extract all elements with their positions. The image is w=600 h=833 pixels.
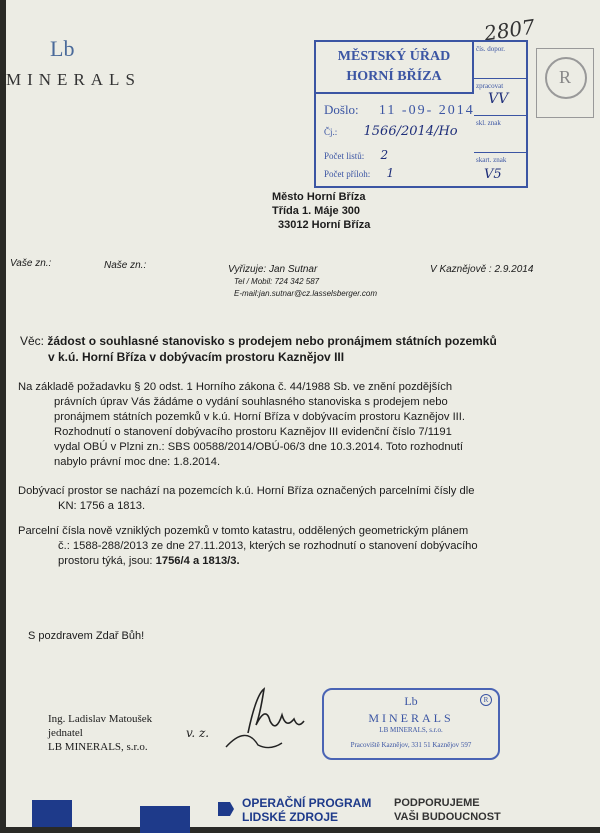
stamp-cell: skl. znak <box>474 116 526 153</box>
eu-flag-icon <box>32 800 72 827</box>
your-ref: Vaše zn.: <box>10 258 52 269</box>
stamp-doslo: Došlo: 11 -09- 2014 <box>324 102 475 118</box>
contact-info: Tel / Mobil: 724 342 587 E-mail:jan.sutnar@cz.lasselsberger.com <box>234 277 377 298</box>
registry-stamp <box>314 40 528 188</box>
letter-page <box>6 0 600 827</box>
esf-logo-icon <box>140 806 190 833</box>
paragraph-parcels: Dobývací prostor se nachází na pozemcích k.ú. Horní Bříza označených parcelními čísly dle KN: 1756 a 1813. <box>18 485 475 512</box>
registered-mark: R <box>480 694 492 706</box>
handwritten-number: 2807 <box>482 14 537 46</box>
svg-text:v. z.: v. z. <box>186 726 210 740</box>
our-ref: Naše zn.: <box>104 260 147 271</box>
logo-text: MINERALS <box>6 70 141 89</box>
stamp-cell: skart. znak V5 <box>476 156 507 182</box>
greeting: S pozdravem Zdař Bůh! <box>28 630 145 642</box>
paragraph-request: Na základě požadavku § 20 odst. 1 Horního zákona č. 44/1988 Sb. ve znění pozdějších právních úprav Vás žádáme o vydání souhlasného stanoviska s prodejem nebo pronájmem státních pozemků v k.ú. Horní Bříza v dobývacím prostoru Kaznějov III. Rozhodnutí o stanovení dobývacího prostoru Kaznějov III evidenční číslo 7/1191 vydal OBÚ v Plzni zn.: SBS 00588/2014/OBÚ-06/3 dne 10.3.2014. Toto rozhodnutí nabylo právní moc dne: 1.8.2014. <box>18 381 466 468</box>
company-stamp: R Lb MINERALS LB MINERALS, s.r.o. Pracoviště Kaznějov, 331 51 Kaznějov 597 <box>322 688 500 760</box>
place-date: V Kaznějově : 2.9.2014 <box>430 264 534 275</box>
signature-block: Ing. Ladislav Matoušek jednatel LB MINERALS, s.r.o. <box>48 713 153 753</box>
stamp-priloh: Počet příloh: 1 <box>324 166 395 180</box>
subject: Věc: žádost o souhlasné stanovisko s prodejem nebo pronájmem státních pozemků v k.ú. Horní Bříza v dobývacím prostoru Kaznějov III <box>20 334 497 364</box>
op-program-icon <box>216 800 236 818</box>
handwritten-signature <box>186 685 306 755</box>
cert-circle-icon: R <box>545 57 587 99</box>
stamp-title: MĚSTSKÝ ÚŘAD HORNÍ BŘÍZA <box>316 42 474 94</box>
stamp-cell: zpracovat VV <box>474 79 526 116</box>
op-program-text: OPERAČNÍ PROGRAM LIDSKÉ ZDROJE <box>242 796 372 824</box>
stamp-cj: Čj.: 1566/2014/Ho <box>324 124 458 139</box>
paragraph-new-parcels: Parcelní čísla nově vzniklých pozemků v tomto katastru, oddělených geometrickým plánem č.: 1588-288/2013 ze dne 27.11.2013, kterých se rozhodnutí o stanovení dobývacího prostoru týká, jsou: 1756/4 a 1813/3. <box>18 525 478 567</box>
logo-mark: Lb <box>50 36 75 61</box>
support-text: PODPORUJEME VAŠI BUDOUCNOST <box>394 797 501 823</box>
stamp-listu: Počet listů: 2 <box>324 148 389 162</box>
handled-by: Vyřizuje: Jan Sutnar <box>228 264 318 275</box>
certification-seal <box>536 48 594 118</box>
stamp-cell: čís. dopor. <box>474 42 526 79</box>
recipient-address: Město Horní Bříza Třída 1. Máje 300 33012 Horní Bříza <box>272 191 371 231</box>
stamp-cells <box>474 42 526 190</box>
